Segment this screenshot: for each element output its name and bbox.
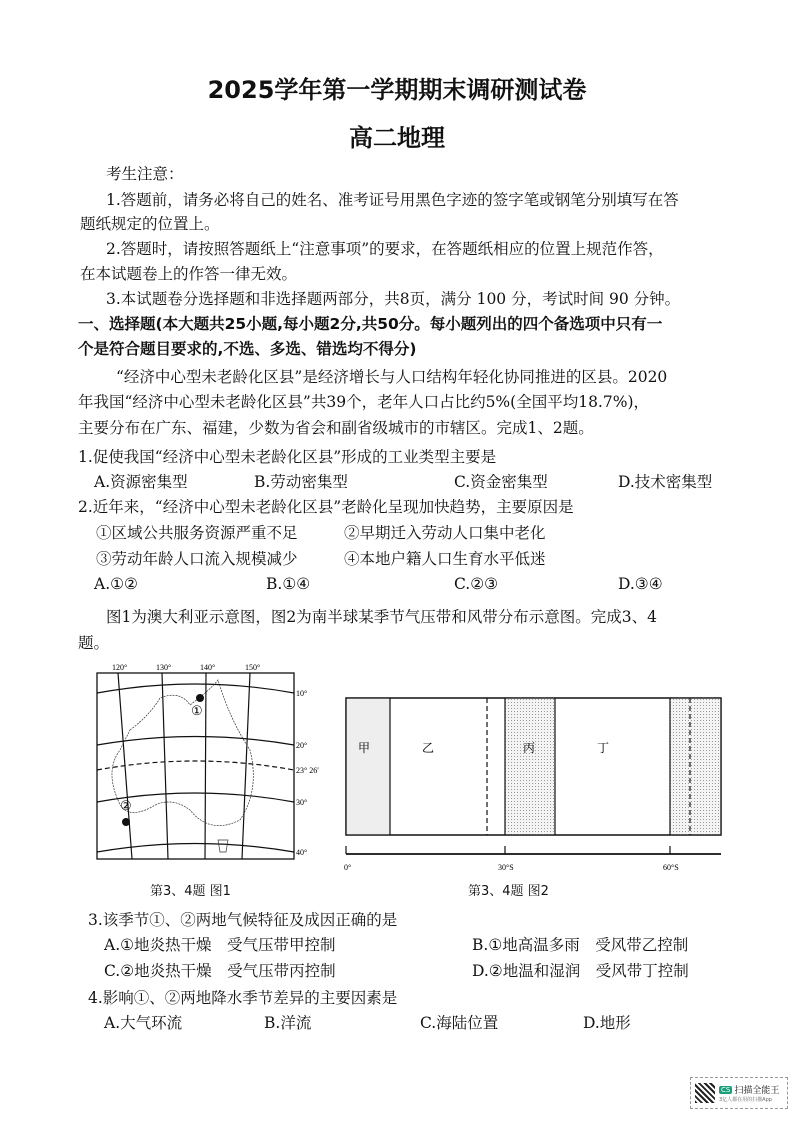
q2-statement: ④本地户籍人口生育水平低迷 <box>344 550 546 568</box>
lon-label: 150° <box>245 663 261 672</box>
australia-map <box>90 660 330 870</box>
passage-line: 题。 <box>78 634 110 652</box>
scanner-watermark <box>690 1077 788 1109</box>
exam-title: 2025学年第一学期期末调研测试卷 <box>207 76 587 104</box>
q2-option-b: B.①④ <box>266 575 311 593</box>
q1-option-a: A.资源密集型 <box>94 473 188 491</box>
passage-line: “经济中心型未老龄化区县”是经济增长与人口结构年轻化协同推进的区县。2020 <box>116 368 668 386</box>
qr-code-icon <box>695 1083 715 1103</box>
q1-option-d: D.技术密集型 <box>618 473 713 491</box>
point-1-label: ① <box>191 703 203 718</box>
section-heading: 个是符合题目要求的,不选、多选、错选均不得分) <box>78 340 417 358</box>
lat-label: 23° 26′ <box>296 766 319 775</box>
q3-option-b: B.①地高温多雨 受风带乙控制 <box>472 936 689 954</box>
notice-line: 在本试题卷上的作答一律无效。 <box>80 265 298 283</box>
point-2-marker <box>122 818 130 826</box>
section-heading: 一、选择题(本大题共25小题,每小题2分,共50分。每小题列出的四个备选项中只有一 <box>78 315 663 333</box>
figure-1-caption: 第3、4题 图1 <box>150 884 231 899</box>
q3-option-c: C.②地炎热干燥 受气压带丙控制 <box>104 962 336 980</box>
q4-option-a: A.大气环流 <box>104 1014 183 1032</box>
zone-bing <box>505 698 555 835</box>
q2-option-d: D.③④ <box>618 575 663 593</box>
pressure-wind-belts-diagram <box>340 690 725 875</box>
notice-line: 2.答题时，请按照答题纸上“注意事项”的要求，在答题纸相应的位置上规范作答， <box>106 240 664 258</box>
q4-option-c: C.海陆位置 <box>420 1014 499 1032</box>
watermark-subtitle: 3亿人都在用的扫描App <box>719 1097 772 1103</box>
figure-2-caption: 第3、4题 图2 <box>468 884 549 899</box>
zone-jia <box>346 698 390 835</box>
watermark-name: 扫描全能王 <box>734 1086 780 1096</box>
zone-label: 丙 <box>523 741 536 755</box>
point-2-label: ② <box>120 798 132 813</box>
q1-stem: 1.促使我国“经济中心型未老龄化区县”形成的工业类型主要是 <box>78 448 497 466</box>
zone-label: 甲 <box>358 741 371 755</box>
q2-option-c: C.②③ <box>454 575 499 593</box>
q3-stem: 3.该季节①、②两地气候特征及成因正确的是 <box>88 911 398 929</box>
q4-stem: 4.影响①、②两地降水季节差异的主要因素是 <box>88 989 398 1007</box>
lon-label: 120° <box>112 663 128 672</box>
q2-statement: ①区域公共服务资源严重不足 <box>96 524 298 542</box>
q4-option-b: B.洋流 <box>264 1014 312 1032</box>
passage-line: 主要分布在广东、福建，少数为省会和副省级城市的市辖区。完成1、2题。 <box>78 419 594 437</box>
axis-label: 30°S <box>498 863 514 872</box>
axis-label: 60°S <box>663 863 679 872</box>
passage-line: 图1为澳大利亚示意图，图2为南半球某季节气压带和风带分布示意图。完成3、4 <box>106 608 657 626</box>
lat-label: 40° <box>296 848 308 857</box>
point-1-marker <box>196 694 204 702</box>
notice-line: 3.本试题卷分选择题和非选择题两部分，共8页，满分 100 分，考试时间 90 分钟。 <box>106 290 681 308</box>
lat-label: 10° <box>296 689 308 698</box>
zone-label: 丁 <box>597 741 610 755</box>
q2-stem: 2.近年来，“经济中心型未老龄化区县”老龄化呈现加快趋势，主要原因是 <box>78 498 574 516</box>
notice-line: 1.答题前，请务必将自己的姓名、准考证号用黑色字迹的签字笔或钢笔分别填写在答 <box>106 191 679 209</box>
lon-label: 130° <box>156 663 172 672</box>
q2-statement: ③劳动年龄人口流入规模减少 <box>96 550 298 568</box>
q3-option-a: A.①地炎热干燥 受气压带甲控制 <box>104 936 336 954</box>
lon-label: 140° <box>200 663 216 672</box>
axis-label: 0° <box>344 863 352 872</box>
q4-option-d: D.地形 <box>583 1014 631 1032</box>
q2-option-a: A.①② <box>94 575 138 593</box>
q3-option-d: D.②地温和湿润 受风带丁控制 <box>472 962 689 980</box>
camscanner-logo-icon: CS <box>721 1085 731 1094</box>
notice-heading: 考生注意： <box>106 165 184 183</box>
lat-label: 20° <box>296 741 308 750</box>
notice-line: 题纸规定的位置上。 <box>80 215 220 233</box>
q1-option-c: C.资金密集型 <box>454 473 548 491</box>
lat-label: 30° <box>296 798 308 807</box>
zone-label: 乙 <box>422 741 435 755</box>
passage-line: 年我国“经济中心型未老龄化区县”共39个，老年人口占比约5%(全国平均18.7%)， <box>78 393 649 411</box>
q2-statement: ②早期迁入劳动人口集中老化 <box>344 524 546 542</box>
zone-right <box>670 698 721 835</box>
subject-title: 高二地理 <box>349 124 445 152</box>
q1-option-b: B.劳动密集型 <box>254 473 348 491</box>
